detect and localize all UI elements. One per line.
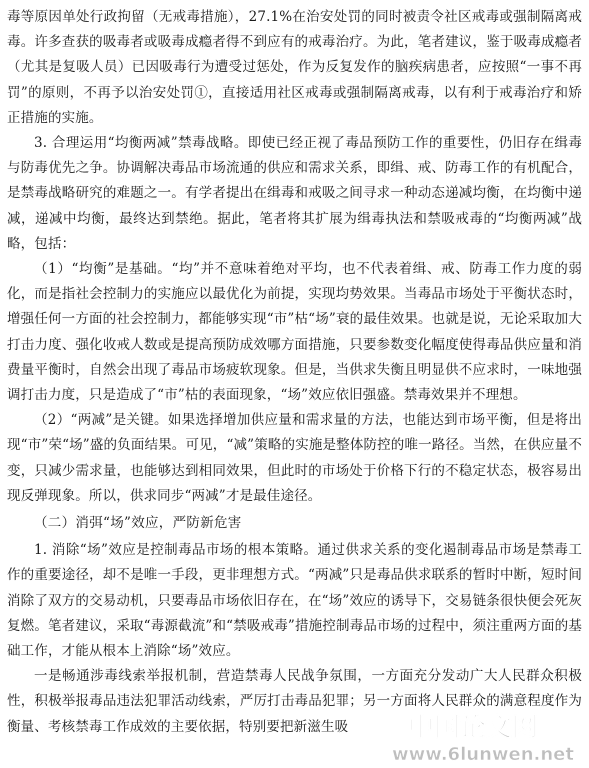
paragraph-strategy-balance-reduction: 3. 合理运用“均衡两减”禁毒战略。即使已经正视了毒品预防工作的重要性，仍旧存在缉毒与防毒优先之争。协调解决毒品市场流通的供应和需求关系，即缉、戒、防毒工作的有机配合，是禁毒战略研究的难题之一。有学者提出在缉毒和戒吸之间寻求一种动态递减均衡，在均衡中递减，递减中均衡，最终达到禁绝。据此，笔者将其扩展为缉毒执法和禁吸戒毒的“均衡两减”战略，包括： — [7, 135, 582, 252]
watermark-title: 中国论文网 — [407, 713, 539, 743]
document-page — [7, 5, 582, 740]
section-heading: （二）消弭“场”效应，严防新危害 — [34, 515, 242, 532]
paragraph-continuation: 毒等原因单处行政拘留（无戒毒措施），27.1%在治安处罚的同时被责令社区戒毒或强制隔离戒毒。许多查获的吸毒者或吸毒成瘾者得不到应有的戒毒治疗。为此，笔者建议，鉴于吸毒成瘾者（尤其是复吸人员）已因吸毒行为遭受过惩处，作为反复发作的脑疾病患者，应按照“一事不再罚”的原则，不再予以治安处罚①，直接适用社区戒毒或强制隔离戒毒，以有利于戒毒治疗和矫正措施的实施。 — [7, 9, 582, 126]
paragraph-reporting-mechanism: 一是畅通涉毒线索举报机制，营造禁毒人民战争氛围，一方面充分发动广大人民群众积极性，积极举报毒品违法犯罪活动线索，严厉打击毒品犯罪；另一方面将人民群众的满意程度作为衡量、考核禁毒工作成效的主要依据，特别要把新滋生吸 — [7, 668, 582, 735]
paragraph-two-reductions: （2）“两减”是关键。如果选择增加供应量和需求量的方法，也能达到市场平衡，但是将出现“市”荣“场”盛的负面结果。可见，“减”策略的实施是整体防控的唯一路径。当然，在供应量不变，只减少需求量，也能够达到相同效果，但此时的市场处于价格下行的不稳定状态，极容易出现反弹现象。所以，供求同步“两减”才是最佳途径。 — [7, 412, 582, 504]
paragraph-eliminate-field-effect: 1. 消除“场”效应是控制毒品市场的根本策略。通过供求关系的变化遏制毒品市场是禁毒工作的重要途径，却不是唯一手段，更非理想方式。“两减”只是毒品供求联系的暂时中断，短时间消除了双方的交易动机，只要毒品市场依旧存在，在“场”效应的诱导下，交易链条很快便会死灰复燃。笔者建议，采取“毒源截流”和“禁吸戒毒”措施控制毒品市场的过程中，须注重两方面的基础工作，才能从根本上消除“场”效应。 — [7, 542, 582, 660]
watermark-url: www.6lunwen.net — [391, 744, 575, 765]
paragraph-balance-basis: （1）“均衡”是基础。“均”并不意味着绝对平均，也不代表着缉、戒、防毒工作力度的弱化，而是指社会控制力的实施应以最优化为前提，实现均势效果。当毒品市场处于平衡状态时，增强任何一方面的社会控制力，都能够实现“市”枯“场”衰的最佳效果。也就是说，无论采取加大打击力度、强化收戒人数或是提高预防成效哪方面措施，只要参数变化幅度使得毒品供应量和消费量平衡时，自然会出现了毒品市场疲软现象。但是，当供求失衡且明显供不应求时，一味地强调打击力度，只是造成了“市”枯的表面现象，“场”效应依旧强盛。禁毒效果并不理想。 — [7, 261, 582, 404]
